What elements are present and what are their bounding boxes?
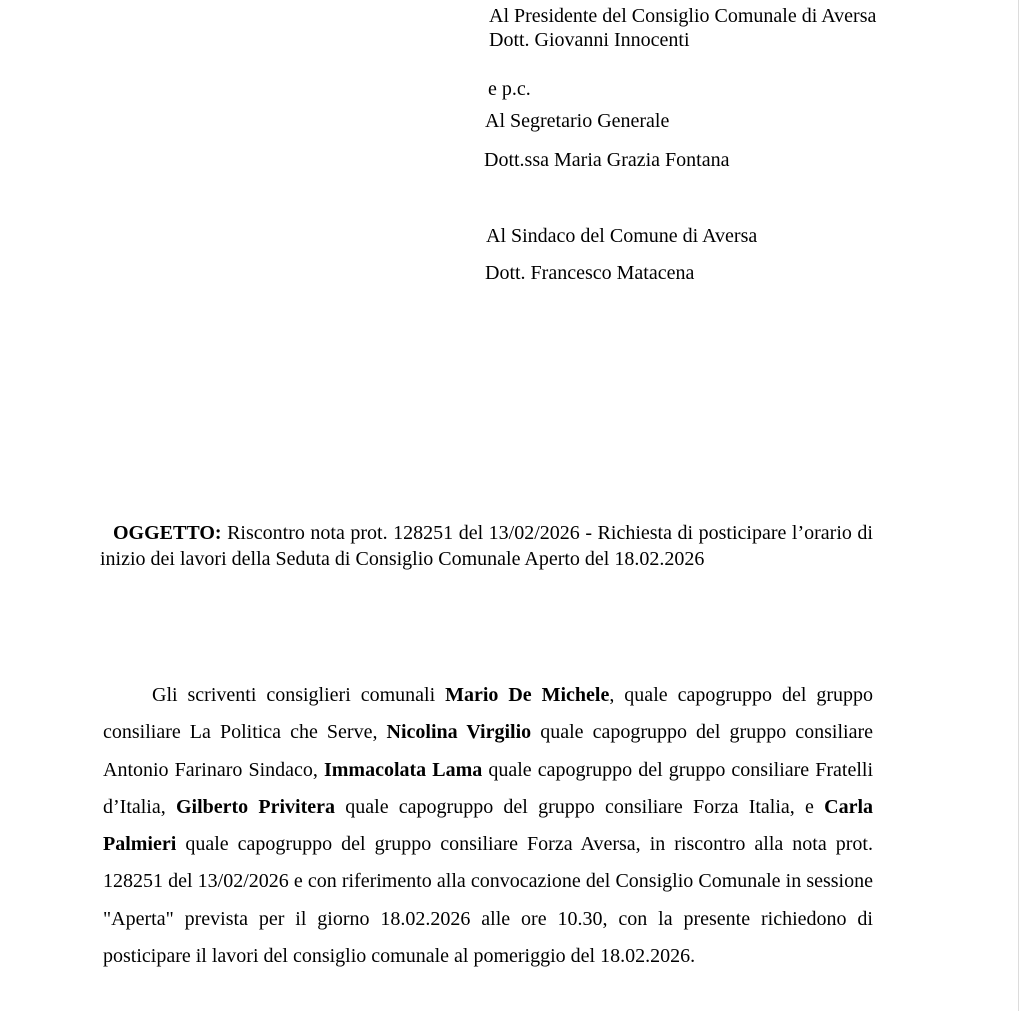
recipient-line-mayor-name: Dott. Francesco Matacena [485, 262, 695, 284]
subject-paragraph [100, 521, 873, 572]
subject-text: Riscontro nota prot. 128251 del 13/02/2026 - Richiesta di posticipare l’orario di inizio dei lavori della Seduta di Consiglio Comunale Aperto del 18.02.2026 [100, 522, 873, 570]
body-paragraph: Gli scriventi consiglieri comunali Mario De Michele, quale capogruppo del gruppo consiliare La Politica che Serve, Nicolina Virgilio quale capogruppo del gruppo consiliare Antonio Farinaro Sindaco, Immacolata Lama quale capogruppo del gruppo consiliare Fratelli d’Italia, Gilberto Privitera quale capogruppo del gruppo consiliare Forza Italia, e Carla Palmieri quale capogruppo del gruppo consiliare Forza Aversa, in riscontro alla nota prot. 128251 del 13/02/2026 e con riferimento alla convocazione del Consiglio Comunale in sessione "Aperta" prevista per il giorno 18.02.2026 alle ore 10.30, con la presente richiedono di posticipare il lavori del consiglio comunale al pomeriggio del 18.02.2026. [103, 684, 874, 968]
recipient-line-secretary-name: Dott.ssa Maria Grazia Fontana [484, 149, 730, 171]
recipient-line-president-name: Dott. Giovanni Innocenti [489, 29, 690, 51]
recipient-line-mayor: Al Sindaco del Comune di Aversa [486, 225, 758, 247]
recipient-line-secretary: Al Segretario Generale [485, 110, 670, 132]
subject-label: OGGETTO: [113, 522, 222, 544]
recipient-line-president: Al Presidente del Consiglio Comunale di Aversa [489, 5, 877, 27]
recipient-line-epc: e p.c. [488, 78, 531, 100]
page-right-edge [1018, 0, 1019, 1011]
